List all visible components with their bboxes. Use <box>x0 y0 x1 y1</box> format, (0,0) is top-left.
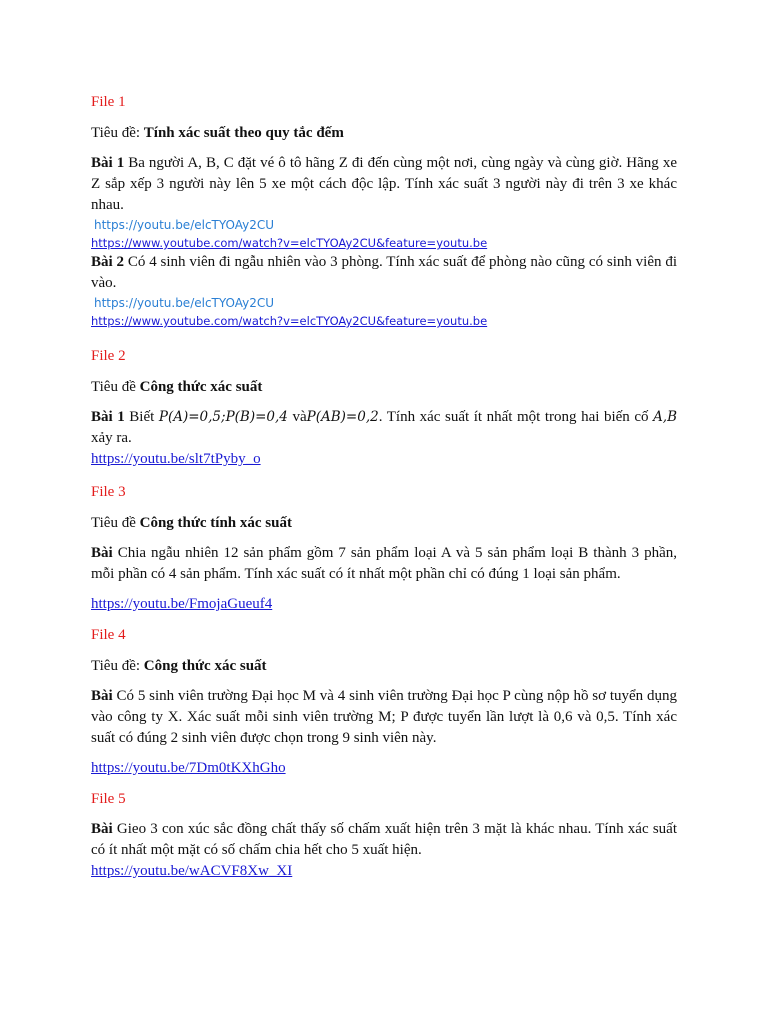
problem <box>91 543 677 585</box>
problem-text: Biết <box>129 409 155 425</box>
problem-label: Bài <box>91 688 113 704</box>
file-label: File 5 <box>91 791 126 807</box>
file-label: File 2 <box>91 348 126 364</box>
problem-text: Có 4 sinh viên đi ngẫu nhiên vào 3 phòng. Tính xác suất để phòng nào cũng có sinh viên đi vào. <box>91 254 678 291</box>
file-label: File 4 <box>91 627 126 643</box>
video-link-short[interactable]: https://youtu.be/elcTYOAy2CU <box>94 296 275 310</box>
video-link-long[interactable]: https://www.youtube.com/watch?v=elcTYOAy2CU&feature=youtu.be <box>91 236 488 250</box>
problem-text: Ba người A, B, C đặt vé ô tô hãng Z đi đến cùng một nơi, cùng ngày và cùng giờ. Hãng xe Z sắp xếp 3 người này lên 5 xe một cách độc lập. Tính xác suất 3 người này đi trên 3 xe khác nhau. <box>91 155 677 213</box>
problem <box>91 686 677 749</box>
conjunction: và <box>292 409 307 425</box>
problem <box>91 153 677 216</box>
problem-text: Có 5 sinh viên trường Đại học M và 4 sinh viên trường Đại học P cùng nộp hồ sơ tuyển dụng vào công ty X. Xác suất mỗi sinh viên trường M; P được tuyển lần lượt là 0,6 và 0,5. Tính xác suất có đúng 2 sinh viên được chọn trong 9 sinh viên này. <box>91 688 678 746</box>
video-link[interactable]: https://youtu.be/FmojaGueuf4 <box>91 596 273 612</box>
section-title <box>91 513 677 533</box>
math-expression: P(AB)=0,2 <box>306 409 379 425</box>
title-prefix: Tiêu đề <box>91 379 136 395</box>
problem-label: Bài 1 <box>91 155 125 171</box>
title-prefix: Tiêu đề <box>91 515 136 531</box>
file-label: File 1 <box>91 94 126 110</box>
problem-label: Bài <box>91 545 113 561</box>
problem-text: Chia ngẫu nhiên 12 sản phẩm gồm 7 sản phẩm loại A và 5 sản phẩm loại B thành 3 phần, mỗi phần có 4 sản phẩm. Tính xác suất có ít nhất một phần chỉ có đúng 1 loại sản phẩm. <box>91 545 678 582</box>
video-link-short[interactable]: https://youtu.be/elcTYOAy2CU <box>94 218 275 232</box>
title-text: Công thức tính xác suất <box>139 515 292 531</box>
problem <box>91 819 677 861</box>
title-prefix: Tiêu đề: <box>91 125 141 141</box>
section-title <box>91 123 677 143</box>
video-link[interactable]: https://youtu.be/7Dm0tKXhGho <box>91 760 286 776</box>
section-title <box>91 377 677 397</box>
problem-label: Bài 1 <box>91 409 125 425</box>
section-title <box>91 656 677 676</box>
problem-text: Gieo 3 con xúc sắc đồng chất thấy số chấm xuất hiện trên 3 mặt là khác nhau. Tính xác suất có ít nhất một mặt có số chấm chia hết cho 5 xuất hiện. <box>91 821 677 858</box>
video-link[interactable]: https://youtu.be/wACVF8Xw_XI <box>91 863 293 879</box>
document-page <box>91 92 677 882</box>
title-text: Công thức xác suất <box>139 379 263 395</box>
problem-label: Bài 2 <box>91 254 125 270</box>
math-expression: A,B <box>653 409 678 425</box>
math-expression: P(A)=0,5 <box>158 409 222 425</box>
math-separator: ; <box>221 409 226 425</box>
problem-text: xảy ra. <box>91 430 132 446</box>
file-label: File 3 <box>91 484 126 500</box>
problem <box>91 407 677 449</box>
problem-label: Bài <box>91 821 113 837</box>
problem <box>91 252 677 294</box>
video-link[interactable]: https://youtu.be/slt7tPyby_o <box>91 451 261 467</box>
title-text: Công thức xác suất <box>143 658 267 674</box>
title-text: Tính xác suất theo quy tắc đếm <box>143 125 344 141</box>
problem-text: . Tính xác suất ít nhất một trong hai biến cố <box>378 409 649 425</box>
math-expression: P(B)=0,4 <box>225 409 288 425</box>
video-link-long[interactable]: https://www.youtube.com/watch?v=elcTYOAy2CU&feature=youtu.be <box>91 314 488 328</box>
title-prefix: Tiêu đề: <box>91 658 141 674</box>
